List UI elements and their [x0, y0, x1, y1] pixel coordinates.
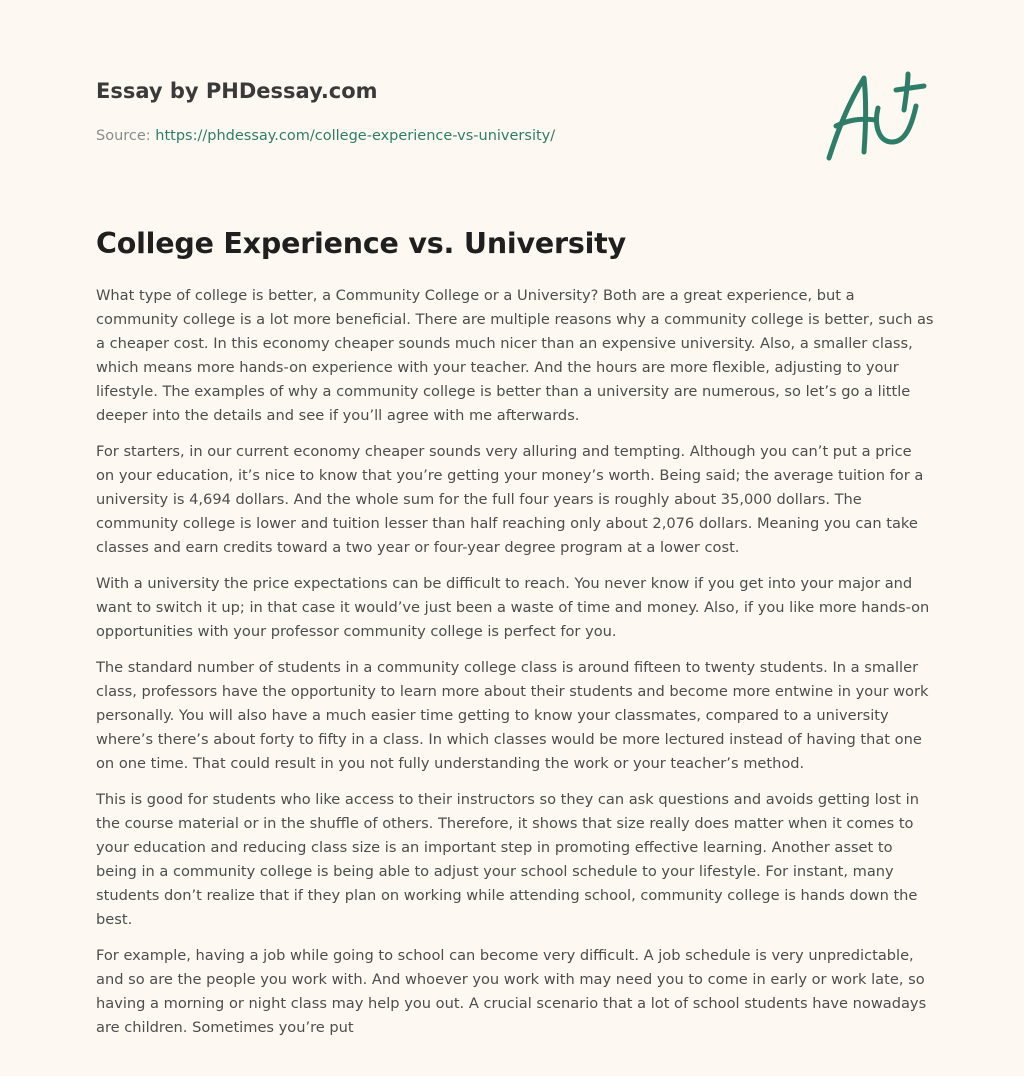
- essay-body: [96, 284, 934, 1052]
- essay-paragraph: For starters, in our current economy cheaper sounds very alluring and tempting. Although you can’t put a price on your education, it’s nice to know that you’re getting your money’s worth. Being said; the average tuition for a university is 4,694 dollars. And the whole sum for the full four years is roughly about 35,000 dollars. The community college is lower and tuition lesser than half reaching only about 2,076 dollars. Meaning you can take classes and earn credits toward a two year or four-year degree program at a lower cost.: [96, 443, 924, 556]
- essay-paragraph: For example, having a job while going to school can become very difficult. A job schedule is very unpredictable, and so are the people you work with. And whoever you work with may need you to come in early or work late, so having a morning or night class may help you out. A crucial scenario that a lot of school students have nowadays are children. Sometimes you’re put: [96, 947, 927, 1036]
- site-brand: Essay by PHDessay.com: [96, 79, 378, 103]
- essay-paragraph: What type of college is better, a Community College or a University? Both are a great experience, but a community college is a lot more beneficial. There are multiple reasons why a community college is better, such as a cheaper cost. In this economy cheaper sounds much nicer than an expensive university. Also, a smaller class, which means more hands-on experience with your teacher. And the hours are more flexible, adjusting to your lifestyle. The examples of why a community college is better than a university are numerous, so let’s go a little deeper into the details and see if you’ll agree with me afterwards.: [96, 287, 934, 424]
- essay-title: College Experience vs. University: [96, 227, 626, 260]
- essay-paragraph: This is good for students who like access to their instructors so they can ask questions and avoids getting lost in the course material or in the shuffle of others. Therefore, it shows that size really does matter when it comes to your education and reducing class size is an important step in promoting effective learning. Another asset to being in a community college is being able to adjust your school schedule to your lifestyle. For instant, many students don’t realize that if they plan on working while attending school, community college is hands down the best.: [96, 791, 919, 928]
- essay-header: [96, 76, 796, 146]
- source-line: [96, 126, 796, 146]
- source-label: Source:: [96, 128, 151, 144]
- a-plus-grade-icon: [820, 66, 930, 166]
- source-link[interactable]: https://phdessay.com/college-experience-vs-university/: [155, 128, 556, 144]
- essay-paragraph: With a university the price expectations can be difficult to reach. You never know if you get into your major and want to switch it up; in that case it would’ve just been a waste of time and money. Also, if you like more hands-on opportunities with your professor community college is perfect for you.: [96, 575, 930, 640]
- essay-paragraph: The standard number of students in a community college class is around fifteen to twenty students. In a smaller class, professors have the opportunity to learn more about their students and become more entwine in your work personally. You will also have a much easier time getting to know your classmates, compared to a university where’s there’s about forty to fifty in a class. In which classes would be more lectured instead of having that one on one time. That could result in you not fully understanding the work or your teacher’s method.: [96, 659, 929, 772]
